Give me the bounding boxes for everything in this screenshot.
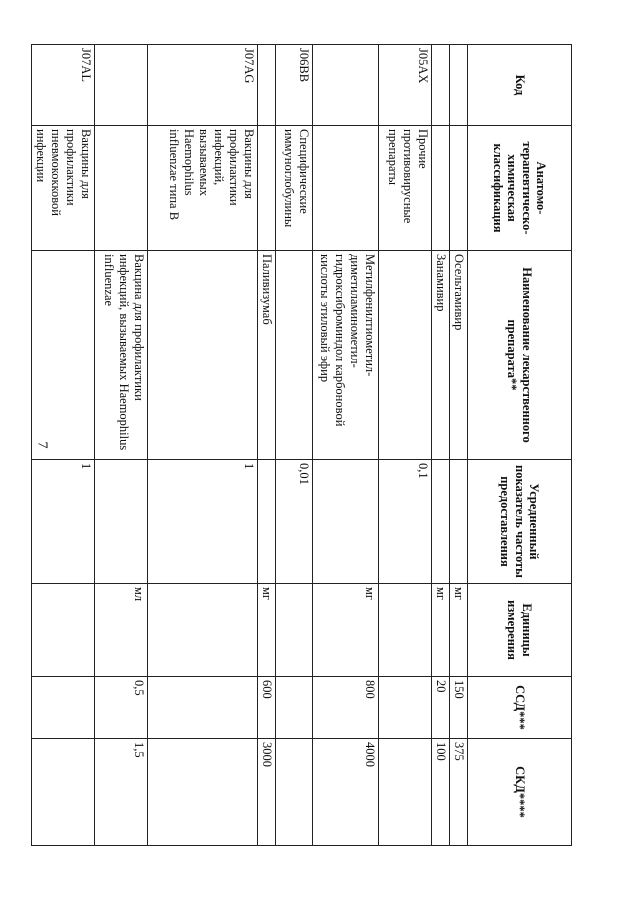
- cell-code: J07AG: [148, 45, 258, 126]
- cell-freq: [313, 460, 379, 584]
- cell-ssd: [379, 677, 432, 739]
- cell-code: J07AL: [32, 45, 95, 126]
- cell-units: мг: [313, 584, 379, 677]
- cell-atc: Специфические иммуноглобулины: [276, 126, 313, 251]
- cell-skd: 375: [450, 739, 468, 846]
- cell-drug: Осельтамивир: [450, 251, 468, 460]
- cell-freq: [258, 460, 276, 584]
- cell-ssd: 800: [313, 677, 379, 739]
- table-row: [95, 45, 148, 846]
- cell-atc: Вакцины для профилактики инфекций, вызываемых Haemophilus influenzae типа B: [148, 126, 258, 251]
- cell-code: [95, 45, 148, 126]
- cell-drug: Занамивир: [432, 251, 450, 460]
- cell-units: мг: [450, 584, 468, 677]
- cell-drug: [32, 251, 95, 460]
- cell-drug: [148, 251, 258, 460]
- header-skd: СКД****: [468, 739, 572, 846]
- cell-units: [276, 584, 313, 677]
- cell-code: [258, 45, 276, 126]
- table-row: [450, 45, 468, 846]
- cell-ssd: [148, 677, 258, 739]
- cell-ssd: 0,5: [95, 677, 148, 739]
- page-number: 7: [34, 441, 50, 449]
- cell-ssd: [32, 677, 95, 739]
- cell-skd: 3000: [258, 739, 276, 846]
- cell-freq: [450, 460, 468, 584]
- cell-ssd: 600: [258, 677, 276, 739]
- cell-code: J06BB: [276, 45, 313, 126]
- table-row: [148, 45, 258, 846]
- table-row: [258, 45, 276, 846]
- table-row: [276, 45, 313, 846]
- cell-freq: [95, 460, 148, 584]
- header-drug: Наименование лекарственного препарата**: [468, 251, 572, 460]
- cell-skd: [379, 739, 432, 846]
- header-atc: Анатомо-терапевтическо-химическая классификация: [468, 126, 572, 251]
- cell-drug: [276, 251, 313, 460]
- cell-freq: 0,01: [276, 460, 313, 584]
- cell-atc: Прочие противовирусные препараты: [379, 126, 432, 251]
- cell-drug: Вакцина для профилактики инфекций, вызываемых Haemophilus influenzae: [95, 251, 148, 460]
- table-row: [313, 45, 379, 846]
- cell-atc: Вакцины для профилактики пневмококковой инфекции: [32, 126, 95, 251]
- cell-skd: 100: [432, 739, 450, 846]
- table-row: [379, 45, 432, 846]
- cell-ssd: 20: [432, 677, 450, 739]
- table-header-row: [468, 45, 572, 846]
- cell-atc: [313, 126, 379, 251]
- cell-skd: [276, 739, 313, 846]
- cell-ssd: 150: [450, 677, 468, 739]
- table-row: [432, 45, 450, 846]
- cell-code: [432, 45, 450, 126]
- cell-units: [148, 584, 258, 677]
- table-row: [32, 45, 95, 846]
- cell-freq: [432, 460, 450, 584]
- cell-code: [313, 45, 379, 126]
- cell-skd: [32, 739, 95, 846]
- cell-freq: 1: [32, 460, 95, 584]
- cell-skd: 4000: [313, 739, 379, 846]
- cell-freq: 1: [148, 460, 258, 584]
- cell-units: [32, 584, 95, 677]
- cell-skd: [148, 739, 258, 846]
- cell-skd: 1,5: [95, 739, 148, 846]
- rotated-table-container: [34, 44, 572, 845]
- cell-drug: Паливизумаб: [258, 251, 276, 460]
- cell-ssd: [276, 677, 313, 739]
- cell-atc: [432, 126, 450, 251]
- cell-units: мг: [432, 584, 450, 677]
- header-units: Единицы измерения: [468, 584, 572, 677]
- cell-code: [450, 45, 468, 126]
- cell-atc: [450, 126, 468, 251]
- header-ssd: ССД***: [468, 677, 572, 739]
- cell-freq: 0,1: [379, 460, 432, 584]
- cell-drug: Метилфенилтиометил-диметиламинометил-гидроксиброминдол карбоновой кислоты этиловый эфир: [313, 251, 379, 460]
- cell-atc: [95, 126, 148, 251]
- cell-drug: [379, 251, 432, 460]
- header-freq: Усредненный показатель частоты предоставления: [468, 460, 572, 584]
- cell-units: мл: [95, 584, 148, 677]
- cell-units: мг: [258, 584, 276, 677]
- cell-units: [379, 584, 432, 677]
- header-code: Код: [468, 45, 572, 126]
- cell-atc: [258, 126, 276, 251]
- drug-table: [31, 44, 572, 846]
- cell-code: J05AX: [379, 45, 432, 126]
